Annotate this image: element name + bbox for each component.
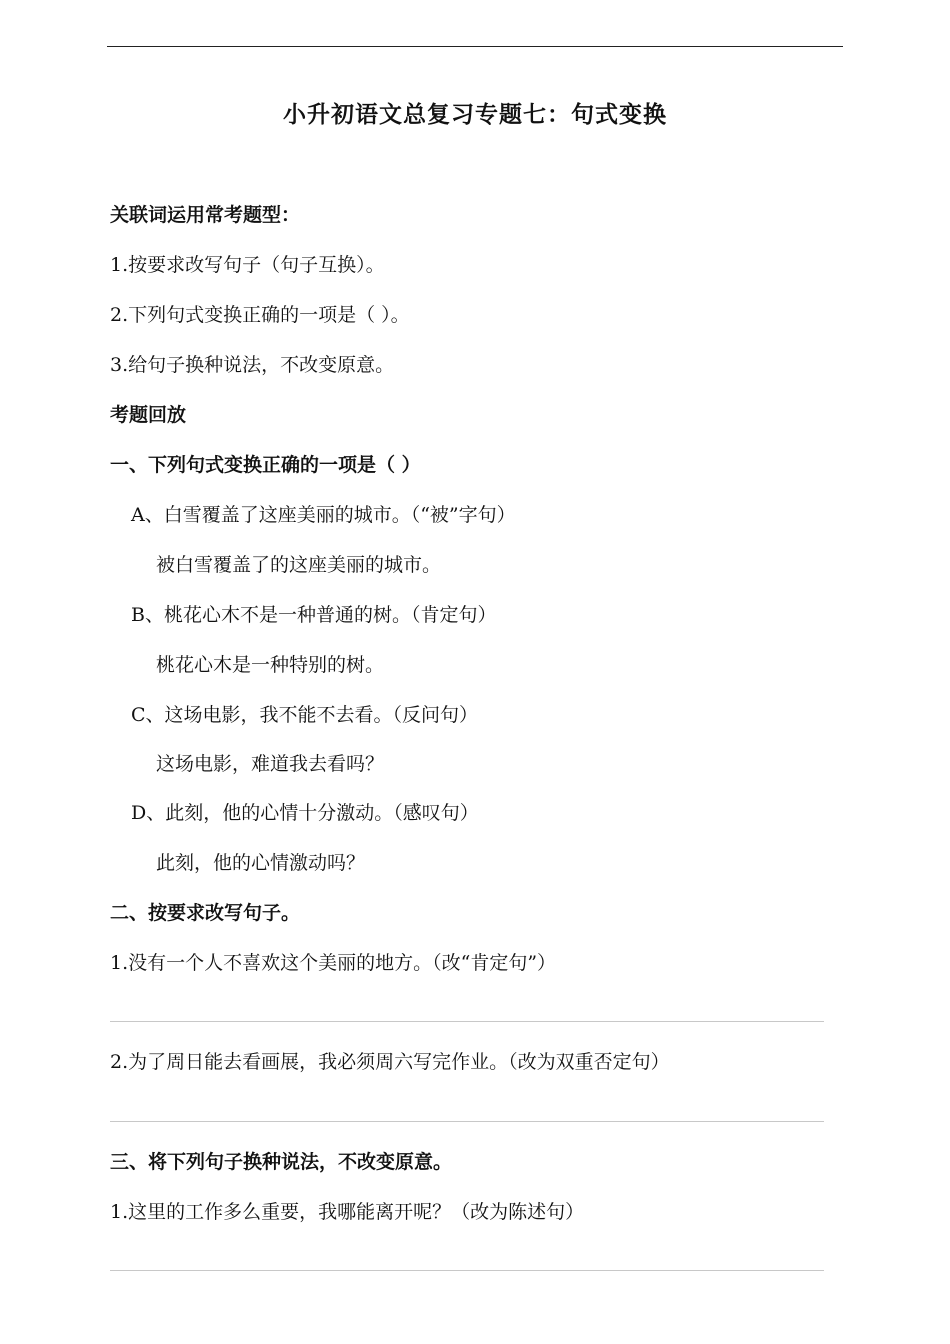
option-a-answer: 被白雪覆盖了的这座美丽的城市。 bbox=[156, 554, 442, 576]
page-title: 小升初语文总复习专题七：句式变换 bbox=[283, 101, 667, 128]
section1-heading: 一、下列句式变换正确的一项是（ ） bbox=[110, 454, 421, 476]
section3-item: 1.这里的工作多么重要，我哪能离开呢？（改为陈述句） bbox=[110, 1201, 585, 1223]
answer-line[interactable] bbox=[110, 1021, 824, 1022]
review-heading: 考题回放 bbox=[110, 404, 187, 426]
option-c-answer: 这场电影，难道我去看吗？ bbox=[156, 753, 385, 775]
option-c-question: C、这场电影，我不能不去看。（反问句） bbox=[131, 704, 479, 726]
intro-item: 2.下列句式变换正确的一项是（ ）。 bbox=[110, 304, 410, 326]
option-b-answer: 桃花心木是一种特别的树。 bbox=[156, 654, 385, 676]
intro-item: 3.给句子换种说法，不改变原意。 bbox=[110, 354, 395, 376]
option-a-question: A、白雪覆盖了这座美丽的城市。（“被”字句） bbox=[131, 504, 516, 526]
option-d-answer: 此刻，他的心情激动吗？ bbox=[156, 852, 366, 874]
header-rule bbox=[107, 46, 843, 47]
section2-item: 1.没有一个人不喜欢这个美丽的地方。（改“肯定句”） bbox=[110, 952, 557, 974]
intro-heading: 关联词运用常考题型： bbox=[110, 204, 301, 226]
answer-line[interactable] bbox=[110, 1121, 824, 1122]
section2-item: 2.为了周日能去看画展，我必须周六写完作业。（改为双重否定句） bbox=[110, 1051, 670, 1073]
section2-heading: 二、按要求改写句子。 bbox=[110, 902, 301, 924]
section3-heading: 三、将下列句子换种说法，不改变原意。 bbox=[110, 1151, 453, 1173]
intro-item: 1.按要求改写句子（句子互换）。 bbox=[110, 254, 385, 276]
option-d-question: D、此刻，他的心情十分激动。（感叹句） bbox=[131, 802, 479, 824]
answer-line[interactable] bbox=[110, 1270, 824, 1271]
option-b-question: B、桃花心木不是一种普通的树。（肯定句） bbox=[131, 604, 497, 626]
